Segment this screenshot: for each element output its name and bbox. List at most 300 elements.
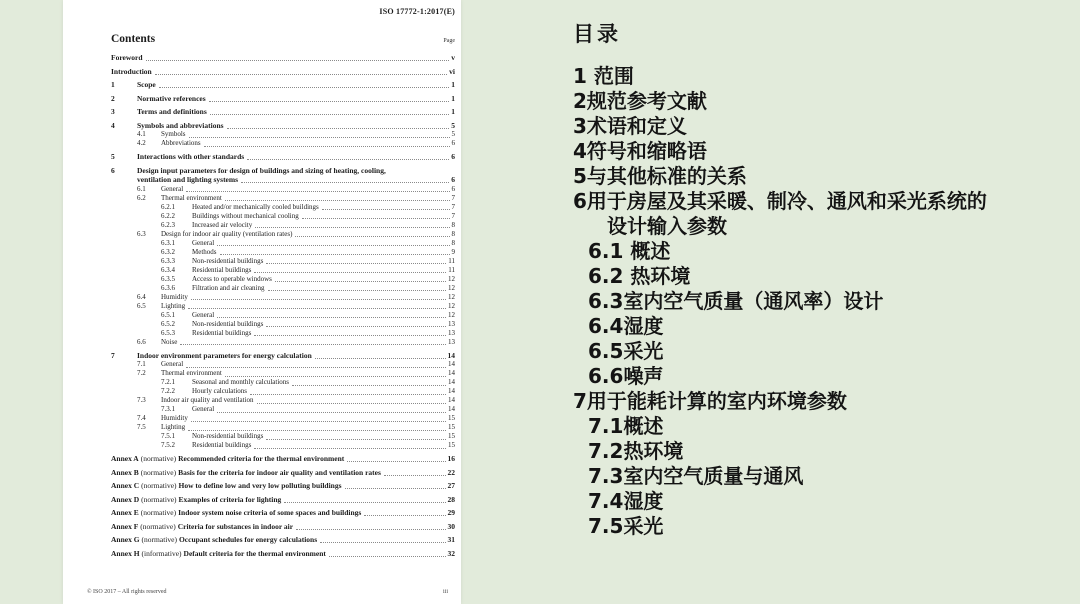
toc-entry-number: 6.3.5 (161, 274, 175, 283)
toc-entry-page: 12 (448, 301, 455, 310)
toc-entry-page: 14 (447, 350, 455, 360)
toc-entry (111, 94, 455, 104)
toc-entry-title: ventilation and lighting systems (137, 175, 239, 184)
toc-entry-title: Hourly calculations (192, 387, 248, 395)
toc-entry-page: 7 (451, 202, 455, 211)
translation-item (573, 239, 1063, 264)
translation-item-number: 2 (573, 89, 587, 113)
toc-entry-title: Terms and definitions (137, 107, 207, 116)
translation-item-number: 6.5 (588, 339, 624, 363)
toc-entry-page: 9 (451, 247, 455, 256)
toc-entry-title: Criteria for substances in indoor air (177, 521, 294, 531)
toc-entry-title: Symbols (161, 130, 186, 138)
toc-entry (111, 67, 455, 77)
toc-entry-title: Buildings without mechanical cooling (192, 211, 299, 220)
toc-entry-title: Heated and/or mechanically cooled buildings (192, 202, 319, 211)
toc-entry (111, 454, 455, 464)
contents-header-row (111, 33, 455, 45)
toc-entry-number: 6.3 (137, 229, 146, 238)
toc-entry (111, 414, 455, 423)
toc-entry (111, 535, 455, 545)
translation-item (573, 439, 1063, 464)
toc-entry-number: 6.2.1 (161, 202, 175, 211)
dotted-leader (345, 488, 446, 489)
toc-entry (111, 203, 455, 212)
toc-entry-page: 12 (448, 274, 455, 283)
toc-annex-tag: (normative) (140, 454, 177, 463)
toc-entry (111, 230, 455, 239)
translation-item-number: 7.3 (588, 464, 624, 488)
dotted-leader (254, 448, 446, 449)
toc-entry-page: 32 (447, 548, 455, 558)
translation-item (573, 214, 1063, 239)
toc-entry-title: Residential buildings (192, 328, 252, 337)
dotted-leader (204, 146, 450, 147)
toc-entry (111, 351, 455, 361)
dotted-leader (191, 299, 446, 300)
page-footer (87, 589, 448, 595)
toc-entry-page: 12 (448, 292, 455, 301)
toc-entry-number: 7.4 (137, 414, 146, 422)
toc-entry-number: 6.3.6 (161, 283, 175, 292)
toc-entry-title: Abbreviations (161, 139, 201, 147)
dotted-leader (302, 218, 450, 219)
toc-entry (111, 495, 455, 505)
translation-item (573, 464, 1063, 489)
toc-entry-page: 8 (451, 238, 455, 247)
toc-entry-title: Interactions with other standards (137, 152, 245, 161)
toc-annex-label: Annex E (111, 508, 139, 517)
toc-entry-title: General (161, 184, 184, 193)
toc-entry-page: 14 (448, 378, 455, 386)
toc-entry-number: 7.2.1 (161, 378, 175, 386)
toc-entry-number: 7.3.1 (161, 405, 175, 413)
toc-entry-title: Noise (161, 337, 178, 346)
dotted-leader (254, 335, 446, 336)
toc-annex-tag: (normative) (140, 467, 177, 477)
toc-entry-title: Humidity (161, 292, 188, 301)
translation-item-number: 7 (573, 389, 587, 413)
chinese-translation-panel (573, 18, 1063, 539)
toc-entry-title: Methods (192, 247, 217, 256)
dotted-leader (347, 461, 445, 462)
toc-entry-title: Increased air velocity (192, 220, 253, 229)
dotted-leader (209, 101, 450, 102)
document-reference: ISO 17772-1:2017(E) (379, 7, 455, 16)
toc-entry-title: Indoor system noise criteria of some spaces and buildings (178, 508, 362, 517)
toc-entry (111, 549, 455, 559)
toc-entry-page: 15 (448, 414, 455, 422)
translation-item-text: 室内空气质量与通风 (623, 464, 804, 488)
toc-entry-page: 14 (448, 405, 455, 413)
translation-item-number: 7.5 (588, 514, 624, 538)
toc-entry-title: Foreword (111, 53, 143, 62)
translation-item-number: 4 (573, 139, 587, 163)
translation-item-text: 范围 (586, 64, 634, 88)
toc-entry-title: Non-residential buildings (192, 319, 264, 328)
toc-entry (111, 311, 455, 320)
toc-entry-title: Filtration and air cleaning (192, 283, 265, 292)
toc-entry-title: Design input parameters for design of buildings and sizing of heating, cooling, (137, 165, 386, 175)
toc-entry (111, 212, 455, 221)
toc-entry (111, 320, 455, 329)
toc-entry (111, 239, 455, 248)
toc-entry-number: 6.5.2 (161, 319, 175, 328)
toc-entry-page: 30 (447, 521, 455, 531)
toc-entry-number: 3 (111, 107, 115, 116)
toc-entry-title: Residential buildings (192, 265, 252, 274)
translation-item (573, 339, 1063, 364)
toc-entry (111, 130, 455, 139)
toc-entry (111, 508, 455, 518)
toc-entry-page: 15 (448, 441, 455, 449)
translation-item-text: 湿度 (623, 489, 664, 513)
toc-entry-page: 15 (448, 432, 455, 440)
dotted-leader (227, 128, 450, 129)
toc-annex-tag: (normative) (141, 481, 177, 490)
toc-entry-number: 7.2 (137, 369, 146, 377)
translation-item-text: 概述 (623, 414, 664, 438)
toc-entry-number: 6.4 (137, 292, 146, 301)
translation-item (573, 314, 1063, 339)
toc-entry-title: Residential buildings (192, 441, 252, 449)
toc-entry-number: 6.3.3 (161, 256, 175, 265)
toc-entry-number: 7.3 (137, 396, 146, 404)
translation-item (573, 364, 1063, 389)
toc-entry-number: 6.2 (137, 193, 146, 202)
toc-entry (111, 468, 455, 478)
toc-entry-title: Design for indoor air quality (ventilation rates) (161, 229, 293, 238)
toc-entry-page: v (451, 53, 455, 62)
dotted-leader (186, 367, 446, 368)
dotted-leader (155, 74, 447, 75)
toc-entry-page: 7 (451, 193, 455, 202)
translation-title: 目录 (573, 22, 621, 46)
translation-item-text: 符号和缩略语 (586, 139, 707, 163)
toc-entry (111, 166, 455, 176)
toc-entry (111, 121, 455, 131)
toc-entry-title: Introduction (111, 66, 152, 76)
toc-entry-number: 6 (111, 165, 115, 175)
translation-item-number: 6.3 (588, 289, 624, 313)
translation-item-text: 规范参考文献 (586, 89, 707, 113)
toc-entry (111, 175, 455, 185)
toc-entry-page: 12 (448, 283, 455, 292)
toc-entry-title: Access to operable windows (192, 274, 272, 283)
dotted-leader (257, 403, 446, 404)
dotted-leader (384, 475, 446, 476)
toc-entry (111, 302, 455, 311)
toc-entry-page: 6 (451, 175, 455, 184)
translation-item (573, 514, 1063, 539)
toc-entry-title: Recommended criteria for the thermal environment (178, 454, 345, 463)
translation-item-text: 室内空气质量（通风率）设计 (623, 289, 884, 313)
toc-annex-label: Annex A (111, 454, 139, 463)
toc-entry (111, 257, 455, 266)
dotted-leader (320, 542, 445, 543)
translation-item (573, 64, 1063, 89)
toc-entry-page: 16 (447, 454, 455, 463)
dotted-leader (188, 430, 446, 431)
translation-item-text: 热环境 (623, 264, 691, 288)
toc-annex-tag: (normative) (141, 494, 177, 504)
toc-entry-page: 11 (448, 256, 455, 265)
toc-entry-title: Basis for the criteria for indoor air quality and ventilation rates (178, 467, 381, 477)
toc-annex-tag: (informative) (141, 548, 182, 558)
toc-entry-number: 6.5.3 (161, 328, 175, 337)
toc-entry (111, 329, 455, 338)
toc-entry-page: 22 (447, 467, 455, 477)
toc-entry-title: Non-residential buildings (192, 432, 264, 440)
toc-entry-page: 11 (448, 265, 455, 274)
dotted-leader (266, 326, 446, 327)
toc-entry-page: 6 (451, 184, 455, 193)
toc-entry-number: 6.1 (137, 184, 146, 193)
dotted-leader (255, 227, 449, 228)
toc-entry-page: 5 (451, 120, 455, 130)
contents-title: Contents (111, 33, 156, 45)
translation-item (573, 389, 1063, 414)
toc-entry-number: 6.6 (137, 337, 146, 346)
toc-entry (111, 194, 455, 203)
toc-entry-title: Symbols and abbreviations (137, 120, 224, 130)
toc-entry-page: 13 (448, 337, 455, 346)
toc-annex-label: Annex D (111, 494, 140, 504)
toc-entry-number: 1 (111, 80, 115, 89)
toc-entry-number: 6.2.3 (161, 220, 175, 229)
translation-item (573, 164, 1063, 189)
toc-entry (111, 139, 455, 148)
toc-entry-page: 12 (448, 310, 455, 319)
toc-entry-page: 1 (451, 93, 455, 103)
toc-entry-page: 5 (451, 130, 455, 138)
toc-entry (111, 360, 455, 369)
toc-entry-number: 4.2 (137, 139, 146, 147)
toc-entry (111, 275, 455, 284)
translation-item (573, 189, 1063, 214)
dotted-leader (191, 421, 446, 422)
toc-entry-title: Seasonal and monthly calculations (192, 378, 290, 386)
toc-annex-label: Annex G (111, 535, 140, 544)
translation-item-text: 采光 (623, 339, 664, 363)
toc-entry-page: 14 (448, 360, 455, 368)
dotted-leader (146, 60, 450, 61)
dotted-leader (254, 272, 446, 273)
dotted-leader (315, 358, 446, 359)
toc-entry-page: 6 (451, 139, 455, 147)
toc-entry-title: General (192, 238, 215, 247)
translation-item-text: 噪声 (623, 364, 664, 388)
toc-entry-number: 2 (111, 93, 115, 103)
toc-entry (111, 53, 455, 63)
toc-entry-number: 6.3.1 (161, 238, 175, 247)
page-column-label: Page (443, 38, 455, 44)
toc-entry-number: 4.1 (137, 130, 146, 138)
toc-entry-title: General (192, 310, 215, 319)
dotted-leader (210, 114, 450, 115)
toc-entry-page: 13 (448, 319, 455, 328)
toc-entry-number: 6.5 (137, 301, 146, 310)
translation-item-number: 7.1 (588, 414, 624, 438)
table-of-contents (111, 53, 455, 558)
toc-entry (111, 293, 455, 302)
translation-item (573, 114, 1063, 139)
dotted-leader (217, 245, 449, 246)
dotted-leader (266, 439, 446, 440)
dotted-leader (217, 317, 446, 318)
toc-entry-page: 27 (447, 481, 455, 490)
toc-entry-title: Normative references (137, 93, 206, 103)
dotted-leader (220, 254, 450, 255)
copyright-notice: © ISO 2017 – All rights reserved (87, 589, 167, 595)
toc-entry (111, 432, 455, 441)
toc-entry-page: 14 (448, 369, 455, 377)
dotted-leader (180, 344, 446, 345)
dotted-leader (292, 385, 446, 386)
translation-item-text: 与其他标准的关系 (586, 164, 747, 188)
toc-annex-label: Annex F (111, 521, 139, 531)
toc-entry-page: 8 (451, 229, 455, 238)
dotted-leader (225, 376, 446, 377)
translation-item-text: 热环境 (623, 439, 684, 463)
toc-entry-page: 14 (448, 387, 455, 395)
toc-entry (111, 378, 455, 387)
translation-item-text: 用于房屋及其采暖、制冷、通风和采光系统的 (586, 189, 987, 213)
toc-entry-number: 6.3.2 (161, 247, 175, 256)
translation-item (573, 289, 1063, 314)
toc-annex-tag: (normative) (141, 535, 177, 544)
translation-item-text: 设计输入参数 (607, 214, 727, 238)
toc-entry-title: Thermal environment (161, 369, 222, 377)
translation-item-number: 7.2 (588, 439, 624, 463)
translation-item-number: 1 (573, 64, 587, 88)
dotted-leader (217, 412, 446, 413)
toc-entry-page: 31 (447, 535, 455, 544)
translation-item-number: 3 (573, 114, 587, 138)
dotted-leader (250, 394, 446, 395)
translation-item (573, 139, 1063, 164)
toc-entry (111, 80, 455, 90)
translation-list (573, 64, 1063, 539)
dotted-leader (188, 308, 446, 309)
translation-item-number: 5 (573, 164, 587, 188)
toc-entry-page: 15 (448, 423, 455, 431)
translation-item-text: 采光 (623, 514, 664, 538)
translation-item-text: 概述 (623, 239, 671, 263)
translation-item-number: 6.4 (588, 314, 624, 338)
toc-entry (111, 405, 455, 414)
toc-entry (111, 221, 455, 230)
toc-entry-page: 14 (448, 396, 455, 404)
toc-entry-page: 1 (451, 80, 455, 89)
toc-entry-title: Lighting (161, 423, 186, 431)
toc-entry-title: Indoor environment parameters for energy calculation (137, 350, 312, 360)
toc-annex-tag: (normative) (140, 508, 177, 517)
toc-entry (111, 266, 455, 275)
toc-entry-title: Lighting (161, 301, 186, 310)
toc-entry-title: Examples of criteria for lighting (178, 494, 282, 504)
translation-item (573, 414, 1063, 439)
toc-entry-page: 8 (451, 220, 455, 229)
page-content (111, 0, 455, 604)
translation-item (573, 89, 1063, 114)
toc-entry (111, 107, 455, 117)
translation-item (573, 489, 1063, 514)
iso-contents-page (63, 0, 461, 604)
toc-entry-number: 4 (111, 120, 115, 130)
toc-entry-title: General (161, 360, 184, 368)
toc-entry (111, 185, 455, 194)
translation-item-number: 6 (573, 189, 587, 213)
toc-entry-number: 5 (111, 152, 115, 161)
toc-entry-page: 29 (447, 508, 455, 517)
dotted-leader (322, 209, 450, 210)
translation-item-text: 用于能耗计算的室内环境参数 (586, 389, 847, 413)
toc-entry (111, 248, 455, 257)
toc-entry-page: 13 (448, 328, 455, 337)
toc-entry (111, 152, 455, 162)
dotted-leader (225, 200, 450, 201)
toc-entry (111, 369, 455, 378)
toc-annex-tag: (normative) (140, 521, 176, 531)
toc-entry-page: 6 (451, 152, 455, 161)
translation-item (573, 264, 1063, 289)
toc-entry-page: 28 (447, 494, 455, 504)
toc-entry (111, 338, 455, 347)
toc-entry-number: 7.5 (137, 423, 146, 431)
toc-entry (111, 284, 455, 293)
toc-entry (111, 423, 455, 432)
toc-entry-title: General (192, 405, 215, 413)
toc-entry-number: 7.1 (137, 360, 146, 368)
dotted-leader (266, 263, 446, 264)
dotted-leader (275, 281, 446, 282)
toc-entry (111, 441, 455, 450)
toc-annex-label: Annex B (111, 467, 139, 477)
toc-annex-label: Annex H (111, 548, 140, 558)
translation-item-number: 6.1 (588, 239, 624, 263)
toc-entry-number: 6.5.1 (161, 310, 175, 319)
toc-entry-page: 7 (451, 211, 455, 220)
toc-entry (111, 387, 455, 396)
folio-page-number: iii (442, 589, 448, 595)
toc-entry-number: 6.2.2 (161, 211, 175, 220)
toc-entry-number: 7 (111, 350, 115, 360)
dotted-leader (295, 236, 449, 237)
toc-entry-number: 7.5.2 (161, 441, 175, 449)
dotted-leader (189, 137, 450, 138)
translation-item-number: 7.4 (588, 489, 624, 513)
toc-annex-label: Annex C (111, 481, 140, 490)
toc-entry (111, 481, 455, 491)
toc-entry-page: 1 (451, 107, 455, 116)
translation-item-number: 6.6 (588, 364, 624, 388)
toc-entry (111, 396, 455, 405)
translation-item-text: 湿度 (623, 314, 664, 338)
toc-entry-title: Default criteria for the thermal environment (183, 548, 326, 558)
dotted-leader (268, 290, 446, 291)
toc-entry-title: Indoor air quality and ventilation (161, 396, 254, 404)
toc-entry-page: vi (449, 66, 455, 76)
dotted-leader (364, 515, 445, 516)
dotted-leader (159, 87, 450, 88)
toc-entry-title: Non-residential buildings (192, 256, 264, 265)
toc-entry-number: 6.3.4 (161, 265, 175, 274)
toc-entry-number: 7.5.1 (161, 432, 175, 440)
translation-item-number: 6.2 (588, 264, 624, 288)
dotted-leader (186, 191, 449, 192)
toc-entry-title: Scope (137, 80, 156, 89)
